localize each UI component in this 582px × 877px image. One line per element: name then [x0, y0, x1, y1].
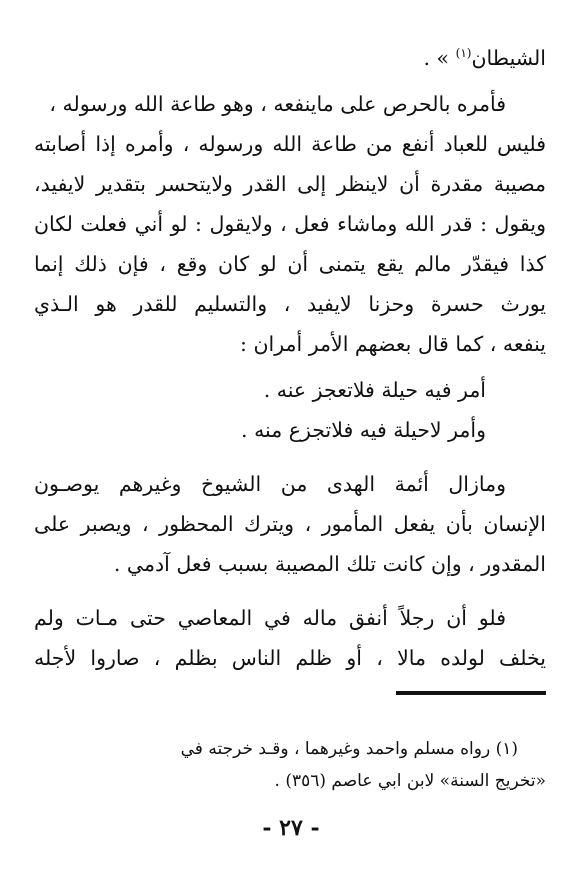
- footnote: [34, 733, 546, 797]
- text-line-9: ومازال أئمة الهدى من الشيوخ وغيرهم يوصـون: [34, 472, 506, 496]
- footnote-divider: [396, 691, 546, 695]
- text-line-1: [34, 38, 546, 78]
- text-line-8: ينفعه ، كما قال بعضهم الأمر أمران :: [240, 332, 546, 356]
- text-line-1-part-b: » .: [423, 46, 450, 70]
- text-line-12: فلو أن رجلاً أنفق ماله في المعاصي حتى مـات ولم: [34, 606, 506, 630]
- page-number: - ٢٧ -: [262, 815, 320, 841]
- text-line-5: ويقول : قدر الله وماشاء فعل ، ولايقول : لو أني فعلت لكان: [34, 212, 546, 236]
- text-line-13: يخلف لولده مالا ، أو ظلم الناس بظلم ، صاروا لأجله: [34, 646, 546, 670]
- text-line-3: فليس للعباد أنفع من طاعة الله ورسوله ، وأمره إذا أصابته: [34, 132, 546, 156]
- text-line-4: مصيبة مقدرة أن لاينظر إلى القدر ولايتحسر بتقدير لايفيد،: [34, 172, 546, 196]
- text-line-2: فأمره بالحرص على ماينفعه ، وهو طاعة الله ورسوله ،: [49, 92, 506, 116]
- footnote-marker: (١): [455, 46, 472, 61]
- text-line-1-part-a: الشيطان: [471, 46, 546, 70]
- footnote-line-1: (١) رواه مسلم واحمد وغيرهما ، وقـد خرجته في: [180, 739, 518, 759]
- footnote-line-2: «تخريج السنة» لابن ابي عاصم (٣٥٦) .: [274, 771, 546, 791]
- verse-line-2: وأمر لاحيلة فيه فلاتجزع منه .: [241, 418, 486, 442]
- verse-line-1: أمر فيه حيلة فلاتعجز عنه .: [263, 378, 486, 402]
- text-line-6: كذا فيقدّر مالم يقع يتمنى أن لو كان وقع ، فإن ذلك إنما: [34, 252, 546, 276]
- text-line-11: المقدور ، وإن كانت تلك المصيبة بسبب فعل آدمي .: [113, 552, 546, 576]
- text-line-10: الإنسان بأن يفعل المأمور ، ويترك المحظور ، ويصبر على: [34, 512, 546, 536]
- text-line-7: يورث حسرة وحزنا لايفيد ، والتسليم للقدر هو الـذي: [34, 292, 546, 316]
